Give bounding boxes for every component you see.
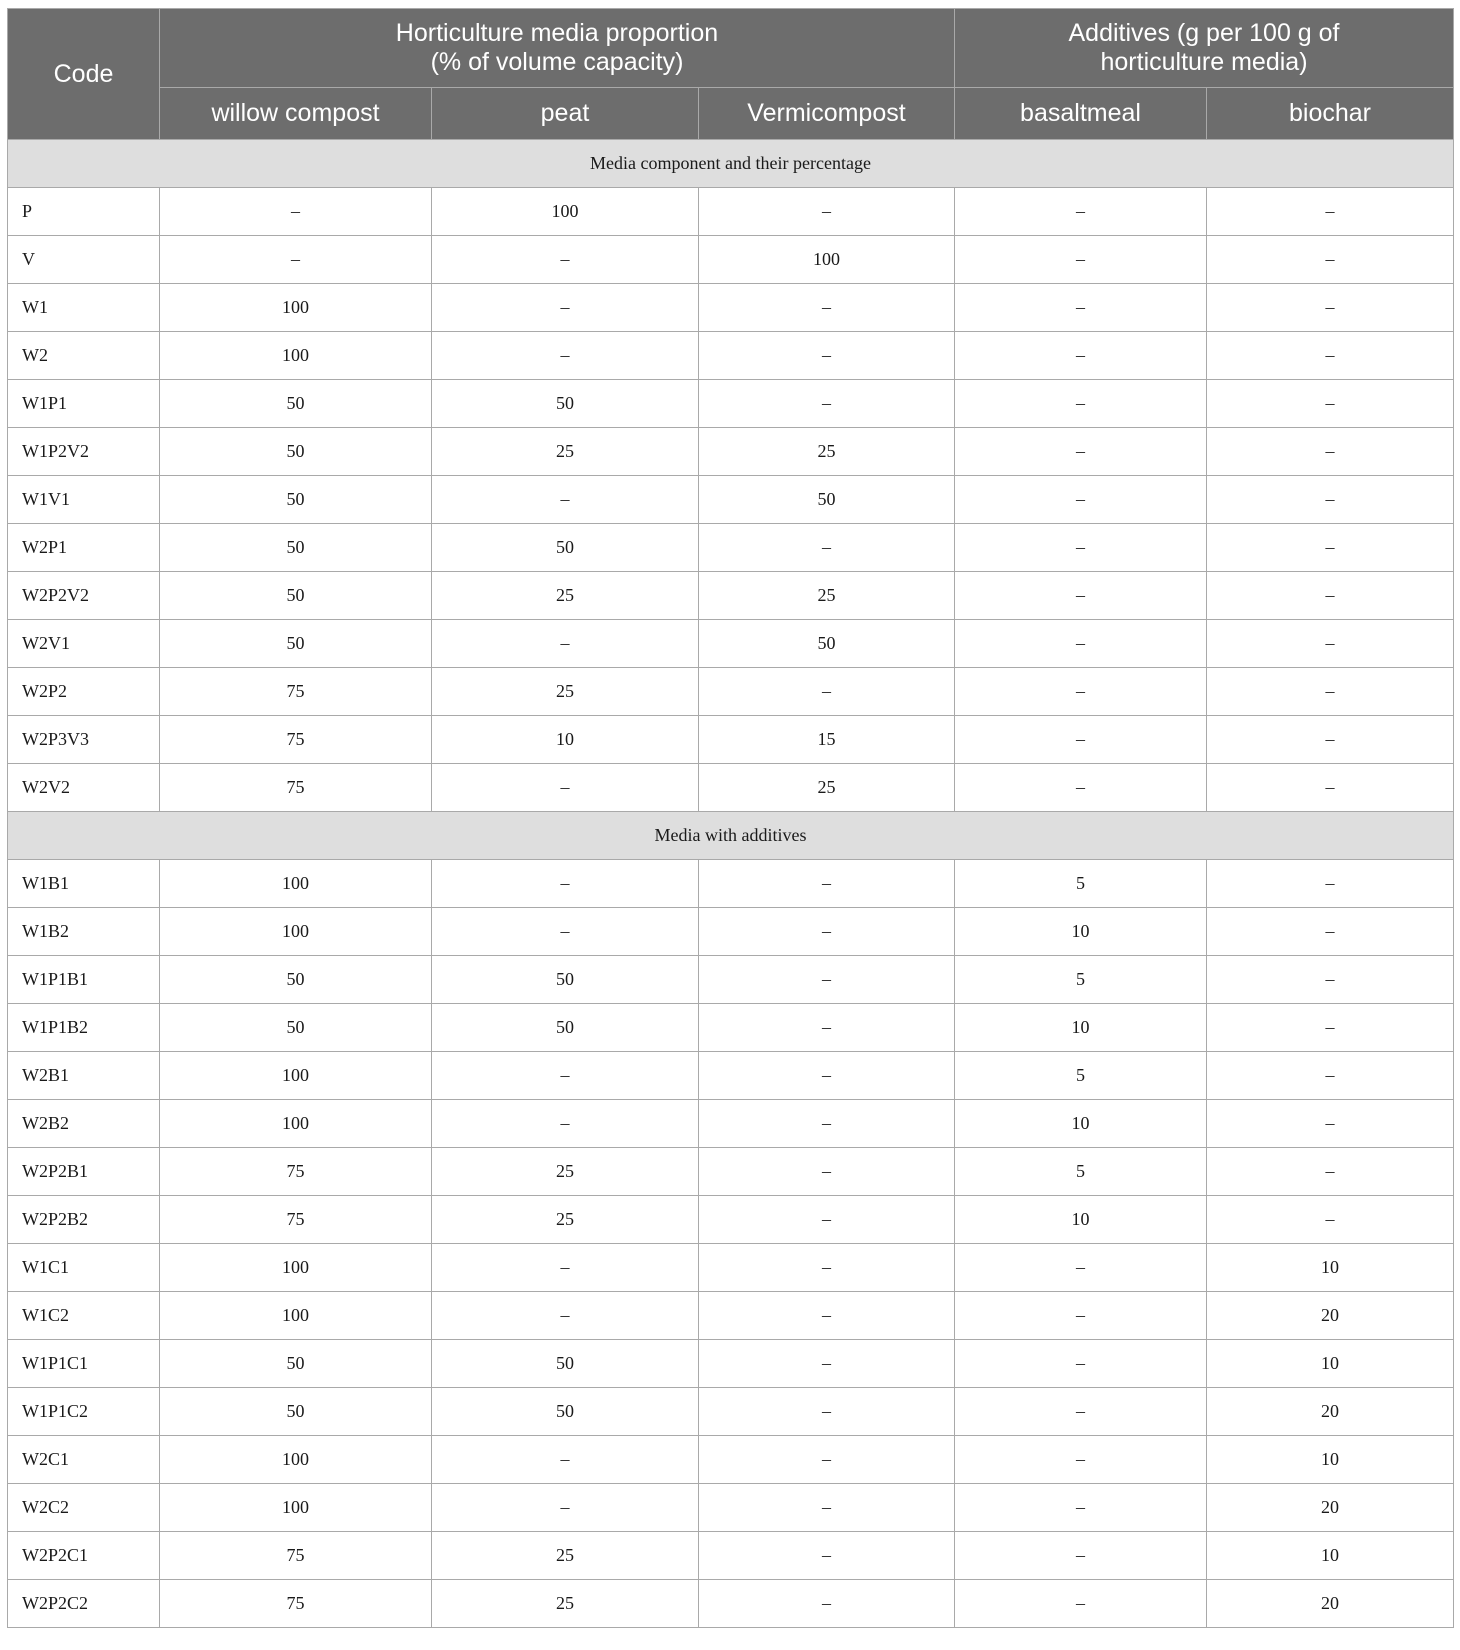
table-cell: – — [1207, 524, 1454, 572]
table-cell: – — [955, 1484, 1207, 1532]
table-row — [8, 236, 1454, 284]
row-code: W1P2V2 — [8, 428, 160, 476]
table-cell: 25 — [432, 428, 699, 476]
table-cell: 75 — [160, 764, 432, 812]
table-cell: – — [1207, 284, 1454, 332]
table-cell: 75 — [160, 1532, 432, 1580]
table-cell: – — [1207, 332, 1454, 380]
table-cell: 50 — [432, 1388, 699, 1436]
header-peat: peat — [432, 88, 699, 140]
row-code: W1P1B1 — [8, 956, 160, 1004]
table-cell: – — [699, 1484, 955, 1532]
table-cell: 50 — [160, 1004, 432, 1052]
table-cell: – — [1207, 956, 1454, 1004]
table-cell: – — [955, 1292, 1207, 1340]
row-code: W2V2 — [8, 764, 160, 812]
table-row — [8, 716, 1454, 764]
table-row — [8, 1532, 1454, 1580]
section-title: Media with additives — [8, 812, 1454, 860]
row-code: W2P1 — [8, 524, 160, 572]
table-cell: – — [955, 716, 1207, 764]
table-cell: – — [432, 284, 699, 332]
table-cell: – — [955, 764, 1207, 812]
table-cell: – — [955, 476, 1207, 524]
table-cell: 75 — [160, 668, 432, 716]
table-row — [8, 1340, 1454, 1388]
row-code: P — [8, 188, 160, 236]
row-code: W2C2 — [8, 1484, 160, 1532]
table-cell: – — [699, 1196, 955, 1244]
table-cell: 25 — [699, 428, 955, 476]
table-cell: – — [699, 1004, 955, 1052]
table-cell: – — [955, 620, 1207, 668]
table-cell: – — [699, 1532, 955, 1580]
header-group-additives: Additives (g per 100 g of horticulture media) — [955, 9, 1454, 88]
table-cell: – — [955, 1340, 1207, 1388]
table-cell: 25 — [432, 1532, 699, 1580]
table-cell: 100 — [160, 284, 432, 332]
table-cell: – — [432, 764, 699, 812]
table-row — [8, 380, 1454, 428]
header-vermicompost: Vermicompost — [699, 88, 955, 140]
row-code: W2C1 — [8, 1436, 160, 1484]
table-cell: – — [432, 1052, 699, 1100]
table-cell: – — [699, 860, 955, 908]
row-code: W2B1 — [8, 1052, 160, 1100]
table-row — [8, 1244, 1454, 1292]
table-cell: 50 — [160, 380, 432, 428]
table-cell: – — [432, 1100, 699, 1148]
table-cell: 5 — [955, 860, 1207, 908]
table-cell: 10 — [955, 1100, 1207, 1148]
row-code: W1V1 — [8, 476, 160, 524]
table-cell: – — [1207, 476, 1454, 524]
table-row — [8, 1052, 1454, 1100]
table-cell: – — [432, 860, 699, 908]
header-willow-compost: willow compost — [160, 88, 432, 140]
table-cell: 50 — [432, 1340, 699, 1388]
table-row — [8, 908, 1454, 956]
table-cell: 25 — [432, 1196, 699, 1244]
table-cell: 25 — [699, 764, 955, 812]
table-row — [8, 668, 1454, 716]
table-cell: 50 — [160, 1340, 432, 1388]
row-code: W2V1 — [8, 620, 160, 668]
table-cell: – — [699, 908, 955, 956]
table-cell: – — [432, 332, 699, 380]
table-cell: – — [1207, 236, 1454, 284]
table-cell: 10 — [1207, 1340, 1454, 1388]
table-row — [8, 1100, 1454, 1148]
table-header — [8, 9, 1454, 140]
table-cell: – — [699, 1292, 955, 1340]
row-code: W1P1C2 — [8, 1388, 160, 1436]
table-row — [8, 1484, 1454, 1532]
section-title: Media component and their percentage — [8, 140, 1454, 188]
table-cell: 50 — [699, 620, 955, 668]
table-cell: – — [432, 1244, 699, 1292]
header-biochar: biochar — [1207, 88, 1454, 140]
table-cell: 75 — [160, 716, 432, 764]
table-cell: 25 — [432, 1580, 699, 1628]
table-row — [8, 1292, 1454, 1340]
row-code: W2P2B1 — [8, 1148, 160, 1196]
row-code: W1C2 — [8, 1292, 160, 1340]
row-code: W2 — [8, 332, 160, 380]
table-cell: 10 — [955, 908, 1207, 956]
table-row — [8, 1580, 1454, 1628]
row-code: W1B2 — [8, 908, 160, 956]
table-row — [8, 332, 1454, 380]
table-cell: – — [1207, 572, 1454, 620]
row-code: W2P2V2 — [8, 572, 160, 620]
table-cell: – — [160, 188, 432, 236]
table-cell: 10 — [955, 1196, 1207, 1244]
table-cell: – — [699, 284, 955, 332]
row-code: W2P2C2 — [8, 1580, 160, 1628]
table-cell: 10 — [1207, 1532, 1454, 1580]
table-cell: 20 — [1207, 1484, 1454, 1532]
table-cell: – — [1207, 908, 1454, 956]
table-cell: – — [699, 1580, 955, 1628]
table-cell: 100 — [160, 1292, 432, 1340]
table-cell: – — [432, 476, 699, 524]
table-cell: 20 — [1207, 1292, 1454, 1340]
table-cell: 5 — [955, 956, 1207, 1004]
row-code: W1 — [8, 284, 160, 332]
table-cell: – — [1207, 716, 1454, 764]
table-cell: – — [1207, 1004, 1454, 1052]
table-cell: 100 — [160, 1052, 432, 1100]
row-code: W1C1 — [8, 1244, 160, 1292]
table-cell: – — [1207, 668, 1454, 716]
row-code: W2P2 — [8, 668, 160, 716]
table-cell: – — [432, 1484, 699, 1532]
table-row — [8, 620, 1454, 668]
table-cell: 100 — [160, 1100, 432, 1148]
table-cell: – — [699, 188, 955, 236]
header-basaltmeal: basaltmeal — [955, 88, 1207, 140]
table-cell: – — [432, 1292, 699, 1340]
table-cell: – — [955, 332, 1207, 380]
table-cell: 50 — [699, 476, 955, 524]
table-container — [7, 8, 1453, 1628]
table-cell: – — [699, 956, 955, 1004]
table-cell: – — [699, 524, 955, 572]
table-cell: 100 — [160, 1244, 432, 1292]
table-cell: 50 — [160, 524, 432, 572]
table-cell: 50 — [160, 428, 432, 476]
table-cell: 50 — [432, 380, 699, 428]
table-row — [8, 284, 1454, 332]
table-cell: – — [955, 1532, 1207, 1580]
table-cell: 100 — [160, 908, 432, 956]
table-row — [8, 572, 1454, 620]
table-cell: – — [699, 1244, 955, 1292]
row-code: W1P1B2 — [8, 1004, 160, 1052]
table-cell: 50 — [160, 476, 432, 524]
table-cell: 15 — [699, 716, 955, 764]
table-cell: – — [1207, 1148, 1454, 1196]
table-row — [8, 764, 1454, 812]
table-cell: – — [1207, 860, 1454, 908]
table-cell: – — [699, 332, 955, 380]
table-cell: 100 — [432, 188, 699, 236]
row-code: W1P1C1 — [8, 1340, 160, 1388]
table-cell: 25 — [432, 1148, 699, 1196]
header-code: Code — [8, 9, 160, 140]
table-cell: – — [955, 1388, 1207, 1436]
row-code: W2B2 — [8, 1100, 160, 1148]
row-code: W2P2B2 — [8, 1196, 160, 1244]
table-cell: – — [160, 236, 432, 284]
table-cell: – — [955, 668, 1207, 716]
table-cell: 10 — [432, 716, 699, 764]
table-cell: 10 — [1207, 1244, 1454, 1292]
header-group-media: Horticulture media proportion (% of volume capacity) — [160, 9, 955, 88]
table-cell: – — [699, 1340, 955, 1388]
table-cell: – — [1207, 620, 1454, 668]
table-cell: 50 — [160, 572, 432, 620]
table-body — [8, 140, 1454, 1628]
row-code: W2P2C1 — [8, 1532, 160, 1580]
row-code: W1B1 — [8, 860, 160, 908]
table-row — [8, 428, 1454, 476]
table-cell: 20 — [1207, 1388, 1454, 1436]
section-row — [8, 812, 1454, 860]
table-cell: – — [955, 380, 1207, 428]
table-cell: – — [699, 380, 955, 428]
table-cell: – — [699, 1436, 955, 1484]
table-row — [8, 1436, 1454, 1484]
table-cell: – — [699, 1148, 955, 1196]
table-cell: – — [432, 908, 699, 956]
table-cell: 20 — [1207, 1580, 1454, 1628]
table-cell: – — [955, 524, 1207, 572]
table-cell: – — [432, 1436, 699, 1484]
table-cell: 100 — [160, 332, 432, 380]
table-cell: – — [1207, 380, 1454, 428]
table-cell: 75 — [160, 1148, 432, 1196]
table-cell: 10 — [955, 1004, 1207, 1052]
table-cell: 50 — [160, 956, 432, 1004]
table-cell: 100 — [160, 860, 432, 908]
row-code: V — [8, 236, 160, 284]
table-cell: – — [955, 1580, 1207, 1628]
table-cell: – — [955, 284, 1207, 332]
table-cell: – — [955, 188, 1207, 236]
table-cell: – — [1207, 188, 1454, 236]
table-cell: 10 — [1207, 1436, 1454, 1484]
table-cell: – — [955, 572, 1207, 620]
table-cell: – — [699, 668, 955, 716]
table-cell: 25 — [432, 572, 699, 620]
row-code: W2P3V3 — [8, 716, 160, 764]
media-composition-table — [7, 8, 1454, 1628]
table-cell: – — [699, 1052, 955, 1100]
table-cell: 5 — [955, 1052, 1207, 1100]
table-cell: – — [1207, 1100, 1454, 1148]
table-cell: 50 — [432, 1004, 699, 1052]
table-cell: – — [955, 1244, 1207, 1292]
table-cell: – — [699, 1388, 955, 1436]
table-row — [8, 860, 1454, 908]
table-cell: 50 — [432, 524, 699, 572]
table-cell: 100 — [699, 236, 955, 284]
table-row — [8, 1004, 1454, 1052]
row-code: W1P1 — [8, 380, 160, 428]
table-cell: – — [1207, 764, 1454, 812]
table-row — [8, 524, 1454, 572]
table-cell: – — [432, 620, 699, 668]
table-row — [8, 1148, 1454, 1196]
table-cell: 50 — [160, 1388, 432, 1436]
section-row — [8, 140, 1454, 188]
table-cell: – — [1207, 428, 1454, 476]
table-row — [8, 1196, 1454, 1244]
table-cell: 5 — [955, 1148, 1207, 1196]
table-cell: – — [1207, 1196, 1454, 1244]
table-cell: – — [1207, 1052, 1454, 1100]
table-row — [8, 1388, 1454, 1436]
table-cell: – — [955, 428, 1207, 476]
table-cell: – — [699, 1100, 955, 1148]
table-cell: 75 — [160, 1196, 432, 1244]
table-cell: – — [955, 236, 1207, 284]
table-cell: 25 — [432, 668, 699, 716]
table-cell: 25 — [699, 572, 955, 620]
table-cell: 100 — [160, 1436, 432, 1484]
table-row — [8, 476, 1454, 524]
table-cell: 75 — [160, 1580, 432, 1628]
table-cell: 100 — [160, 1484, 432, 1532]
table-cell: – — [955, 1436, 1207, 1484]
table-cell: – — [432, 236, 699, 284]
table-row — [8, 188, 1454, 236]
table-cell: 50 — [160, 620, 432, 668]
table-row — [8, 956, 1454, 1004]
table-cell: 50 — [432, 956, 699, 1004]
